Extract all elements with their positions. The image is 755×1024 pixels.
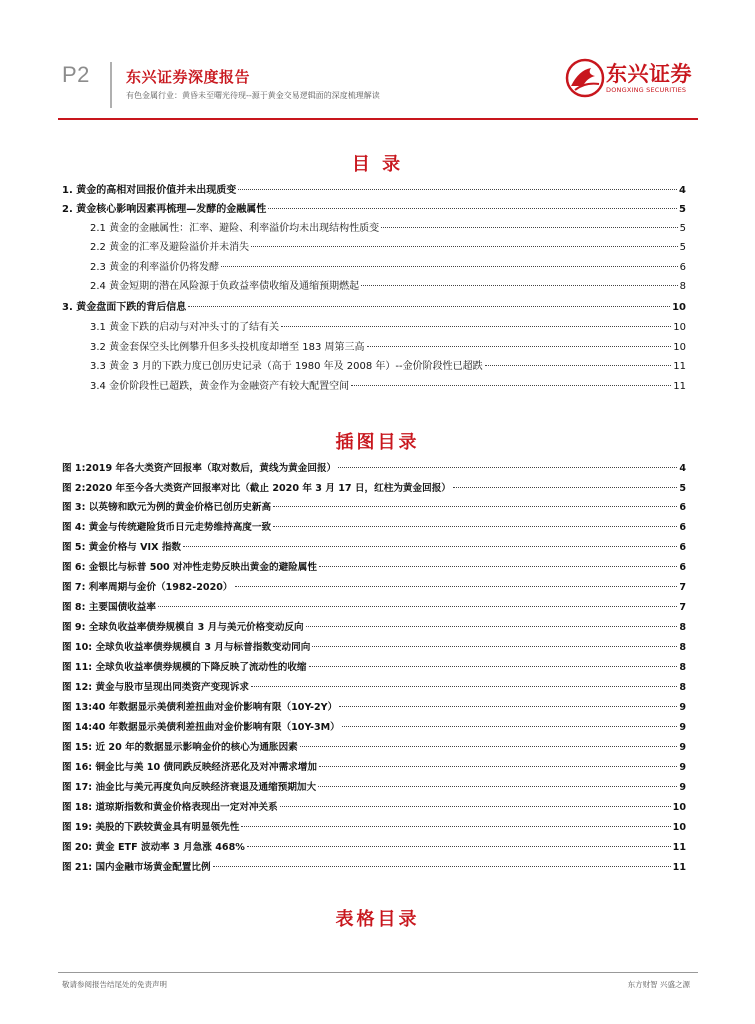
- toc-page: 10: [673, 342, 686, 353]
- figure-page: 8: [679, 662, 686, 673]
- toc-label: 2.2 黄金的汇率及避险溢价并未消失: [90, 242, 250, 253]
- figure-entry[interactable]: [62, 659, 686, 677]
- toc-page: 11: [673, 361, 686, 372]
- figure-label: 图 11: 全球负收益率债券规模的下降反映了流动性的收缩: [62, 662, 307, 673]
- figure-page: 6: [679, 502, 686, 513]
- figure-entry[interactable]: [62, 499, 686, 517]
- figure-label: 图 4: 黄金与传统避险货币日元走势维持高度一致: [62, 522, 272, 533]
- figure-label: 图 17: 油金比与美元再度负向反映经济衰退及通缩预期加大: [62, 782, 317, 793]
- toc-entry[interactable]: [62, 181, 686, 199]
- figure-label: 图 18: 道琼斯指数和黄金价格表现出一定对冲关系: [62, 802, 278, 813]
- figure-page: 8: [679, 642, 686, 653]
- tables-heading: 表格目录: [335, 909, 420, 930]
- header-rule: [58, 118, 698, 120]
- figure-page: 6: [679, 562, 686, 573]
- figure-label: 图 9: 全球负收益率债券规模自 3 月与美元价格变动反向: [62, 622, 304, 633]
- page-header: [0, 0, 755, 128]
- toc-label: 3.3 黄金 3 月的下跌力度已创历史记录（高于 1980 年及 2008 年）--金价阶段性已超跌: [90, 361, 483, 372]
- toc-entry[interactable]: [62, 200, 686, 218]
- toc-label: 1. 黄金的高相对回报价值并未出现质变: [62, 185, 237, 196]
- toc-entry[interactable]: [90, 277, 686, 295]
- figure-entry[interactable]: [62, 559, 686, 577]
- toc-page: 6: [679, 262, 686, 273]
- toc-label: 3.2 黄金套保空头比例攀升但多头投机度却增至 183 周第三高: [90, 342, 365, 353]
- toc-label: 3.4 金价阶段性已超跌，黄金作为金融资产有较大配置空间: [90, 381, 350, 392]
- figure-entry[interactable]: [62, 639, 686, 657]
- logo-text-english: DONGXING SECURITIES: [606, 86, 687, 94]
- figure-entry[interactable]: [62, 839, 686, 857]
- toc-label: 3.1 黄金下跌的启动与对冲头寸的了结有关: [90, 322, 280, 333]
- figure-page: 9: [679, 762, 686, 773]
- figure-entry[interactable]: [62, 739, 686, 757]
- figure-label: 图 8: 主要国债收益率: [62, 602, 156, 613]
- figure-page: 11: [672, 862, 686, 873]
- footer-slogan: 东方财智 兴盛之源: [627, 980, 690, 989]
- figure-label: 图 13:40 年数据显示美债利差扭曲对金价影响有限（10Y-2Y）: [62, 702, 338, 713]
- toc-page: 10: [673, 322, 686, 333]
- figure-page: 10: [672, 822, 686, 833]
- figure-page: 9: [679, 782, 686, 793]
- figure-page: 6: [679, 522, 686, 533]
- figure-label: 图 7: 利率周期与金价（1982-2020）: [62, 582, 233, 593]
- figure-page: 9: [679, 722, 686, 733]
- toc-page: 4: [679, 185, 686, 196]
- toc-entry[interactable]: [90, 377, 686, 395]
- figure-entry[interactable]: [62, 480, 686, 498]
- figure-entry[interactable]: [62, 599, 686, 617]
- figure-entry[interactable]: [62, 539, 686, 557]
- logo-text: 东兴证券: [606, 62, 692, 86]
- toc-entry[interactable]: [90, 219, 686, 237]
- toc-label: 2.4 黄金短期的潜在风险源于负政益率债收缩及通缩预期燃起: [90, 281, 360, 292]
- toc-page: 5: [679, 242, 686, 253]
- figure-page: 11: [672, 842, 686, 853]
- report-subtitle: 有色金属行业：黄昏未至曙光待现--源于黄金交易逻辑面的深度梳理解读: [126, 91, 380, 100]
- figure-page: 10: [672, 802, 686, 813]
- figure-label: 图 21: 国内金融市场黄金配置比例: [62, 862, 211, 873]
- figure-entry[interactable]: [62, 719, 686, 737]
- header-divider: [110, 62, 112, 108]
- figure-entry[interactable]: [62, 859, 686, 877]
- toc-entry[interactable]: [90, 258, 686, 276]
- figure-entry[interactable]: [62, 699, 686, 717]
- figure-entry[interactable]: [62, 779, 686, 797]
- figure-label: 图 12: 黄金与股市呈现出同类资产变现诉求: [62, 682, 249, 693]
- figure-label: 图 15: 近 20 年的数据显示影响金价的核心为通胀因素: [62, 742, 298, 753]
- figure-entry[interactable]: [62, 799, 686, 817]
- figure-entry[interactable]: [62, 759, 686, 777]
- toc-label: 3. 黄金盘面下跌的背后信息: [62, 302, 187, 313]
- toc-label: 2.1 黄金的金融属性：汇率、避险、利率溢价均未出现结构性质变: [90, 223, 380, 234]
- contents-heading: 目 录: [351, 154, 404, 175]
- figures-heading: 插图目录: [335, 432, 420, 453]
- figure-label: 图 5: 黄金价格与 VIX 指数: [62, 542, 182, 553]
- figure-page: 7: [679, 582, 686, 593]
- toc-page: 8: [679, 281, 686, 292]
- figure-label: 图 19: 美股的下跌较黄金具有明显领先性: [62, 822, 240, 833]
- figure-page: 4: [679, 463, 686, 474]
- footer-rule: [58, 972, 698, 973]
- figure-label: 图 20: 黄金 ETF 波动率 3 月急涨 468%: [62, 842, 245, 853]
- figure-label: 图 1:2019 年各大类资产回报率（取对数后，黄线为黄金回报）: [62, 463, 337, 474]
- figure-entry[interactable]: [62, 679, 686, 697]
- figure-entry[interactable]: [62, 460, 686, 478]
- figure-page: 9: [679, 702, 686, 713]
- figure-page: 6: [679, 542, 686, 553]
- toc-page: 5: [679, 223, 686, 234]
- toc-page: 5: [679, 204, 686, 215]
- figure-page: 8: [679, 622, 686, 633]
- figure-label: 图 10: 全球负收益率债券规模自 3 月与标普指数变动同向: [62, 642, 311, 653]
- toc-entry[interactable]: [90, 318, 686, 336]
- figure-page: 5: [679, 483, 686, 494]
- page-number: P2: [62, 62, 90, 87]
- toc-entry[interactable]: [90, 238, 686, 256]
- footer-disclaimer: 敬请参阅报告结尾处的免责声明: [62, 980, 167, 989]
- report-title: 东兴证券深度报告: [126, 68, 251, 86]
- figure-page: 9: [679, 742, 686, 753]
- figure-label: 图 3: 以英镑和欧元为例的黄金价格已创历史新高: [62, 502, 272, 513]
- figure-entry[interactable]: [62, 619, 686, 637]
- toc-entry[interactable]: [62, 298, 686, 316]
- toc-page: 11: [673, 381, 686, 392]
- toc-label: 2. 黄金核心影响因素再梳理—发酵的金融属性: [62, 204, 267, 215]
- figure-entry[interactable]: [62, 819, 686, 837]
- figure-entry[interactable]: [62, 519, 686, 537]
- toc-entry[interactable]: [90, 338, 686, 356]
- figure-label: 图 14:40 年数据显示美债利差扭曲对金价影响有限（10Y-3M）: [62, 722, 340, 733]
- figure-label: 图 2:2020 年至今各大类资产回报率对比（截止 2020 年 3 月 17 日，红柱为黄金回报）: [62, 483, 451, 494]
- toc-entry[interactable]: [90, 357, 686, 375]
- figure-page: 8: [679, 682, 686, 693]
- figure-label: 图 6: 金银比与标普 500 对冲性走势反映出黄金的避险属性: [62, 562, 317, 573]
- figure-label: 图 16: 铜金比与美 10 债同跌反映经济恶化及对冲需求增加: [62, 762, 317, 773]
- figure-entry[interactable]: [62, 579, 686, 597]
- toc-page: 10: [672, 302, 686, 313]
- toc-label: 2.3 黄金的利率溢价仍将发酵: [90, 262, 220, 273]
- figure-page: 7: [679, 602, 686, 613]
